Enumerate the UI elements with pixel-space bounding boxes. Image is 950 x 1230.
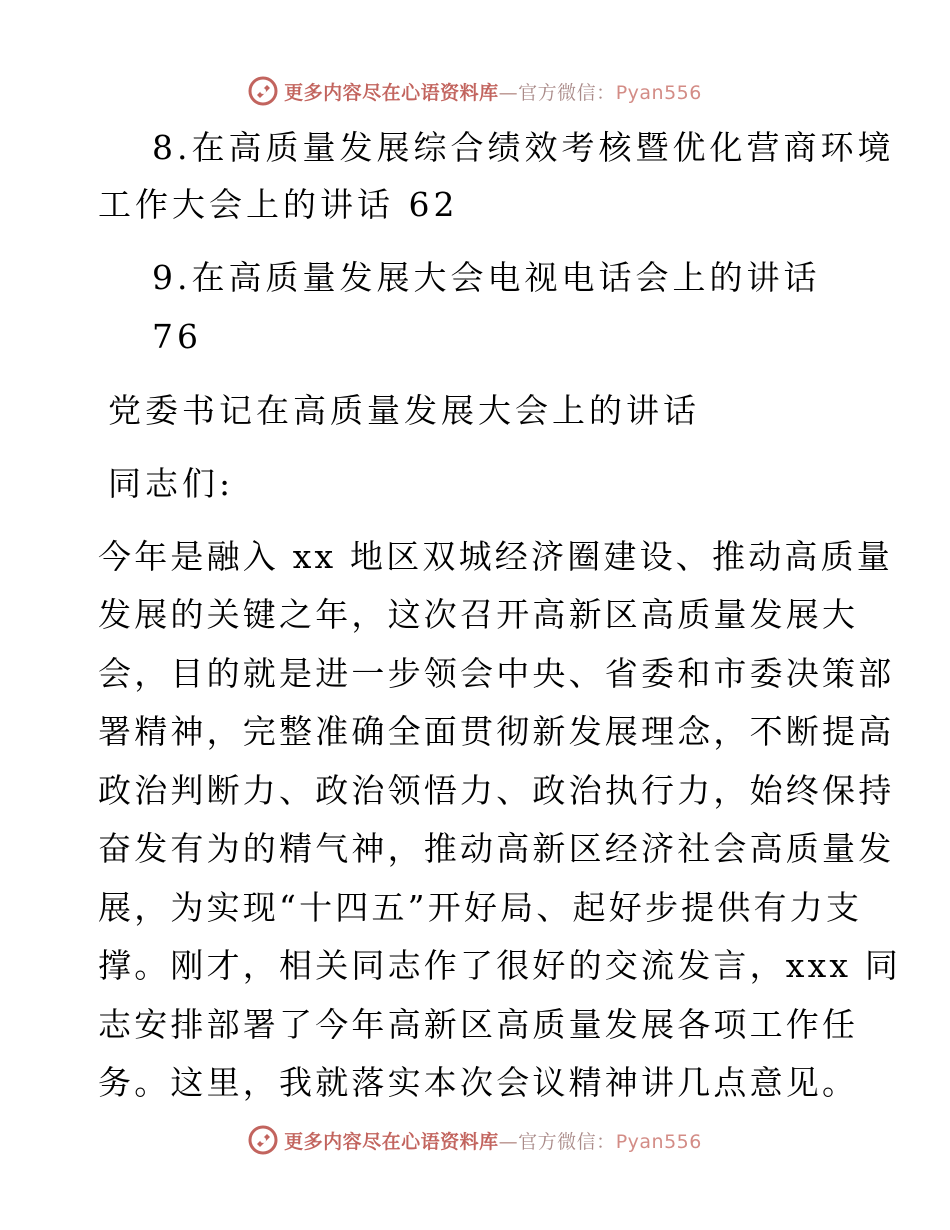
- watermark-wechat-id: Pyan556: [615, 81, 702, 104]
- header-watermark: [0, 71, 950, 111]
- toc-item-9-line2: 76: [152, 317, 202, 356]
- paragraph-line: 展，为实现“十四五”开好局、起好步提供有力支: [98, 888, 863, 927]
- watermark-wechat-id: Pyan556: [615, 1130, 702, 1153]
- logo-icon: [248, 76, 278, 106]
- logo-icon: [248, 1125, 278, 1155]
- speech-title: 党委书记在高质量发展大会上的讲话: [108, 391, 700, 430]
- toc-item-8-line2: 工作大会上的讲话 62: [98, 185, 459, 224]
- watermark-wechat-label: 官方微信：: [518, 1130, 616, 1153]
- toc-item-8-line1: 8.在高质量发展综合绩效考核暨优化营商环境: [152, 128, 895, 167]
- watermark-separator: —: [498, 1130, 519, 1153]
- speech-greeting: 同志们:: [108, 464, 235, 503]
- paragraph-line: 务。这里，我就落实本次会议精神讲几点意见。: [98, 1063, 859, 1102]
- paragraph-line: 志安排部署了今年高新区高质量发展各项工作任: [98, 1005, 859, 1044]
- toc-item-9-line1: 9.在高质量发展大会电视电话会上的讲话: [152, 258, 821, 297]
- paragraph-line: 今年是融入 xx 地区双城经济圈建设、推动高质量: [98, 537, 894, 576]
- watermark-text: [284, 78, 702, 105]
- watermark-site-text: 更多内容尽在心语资料库: [284, 81, 499, 104]
- footer-watermark: [0, 1120, 950, 1160]
- paragraph-line: 会，目的就是进一步领会中央、省委和市委决策部: [98, 654, 895, 693]
- paragraph-line: 奋发有为的精气神，推动高新区经济社会高质量发: [98, 829, 895, 868]
- paragraph-line: 发展的关键之年，这次召开高新区高质量发展大: [98, 595, 859, 634]
- watermark-separator: —: [498, 81, 519, 104]
- paragraph-line: 政治判断力、政治领悟力、政治执行力，始终保持: [98, 771, 895, 810]
- paragraph-line: 署精神，完整准确全面贯彻新发展理念，不断提高: [98, 712, 895, 751]
- watermark-site-text: 更多内容尽在心语资料库: [284, 1130, 499, 1153]
- watermark-text: [284, 1127, 702, 1154]
- watermark-wechat-label: 官方微信：: [518, 81, 616, 104]
- paragraph-line: 撑。刚才，相关同志作了很好的交流发言，xxx 同: [98, 946, 902, 985]
